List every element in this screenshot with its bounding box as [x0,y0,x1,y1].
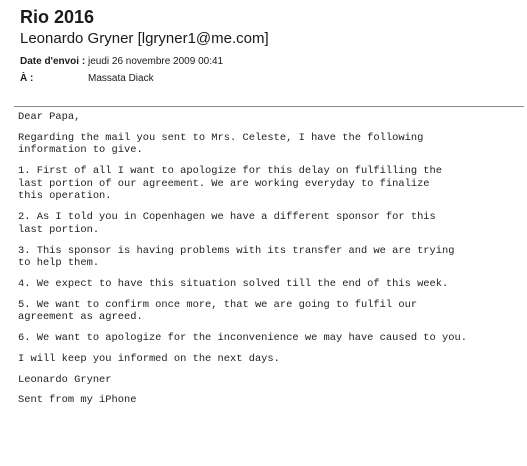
body-paragraph-1: 1. First of all I want to apologize for this delay on fulfilling the last portion of our agreement. We are working everyday to finalize this operation. [18,165,443,203]
date-label: Date d'envoi : [20,56,86,67]
email-header [20,6,520,86]
email-body [18,111,523,415]
signature-name: Leonardo Gryner [18,373,112,386]
greeting: Dear Papa, [18,111,81,123]
body-paragraph-2: 2. As I told you in Copenhagen we have a different sponsor for this last portion. [18,211,436,236]
body-paragraph-4: 4. We expect to have this situation solved till the end of this week. [18,277,449,290]
signature-device: Sent from my iPhone [18,394,137,407]
email-sender: Leonardo Gryner [lgryner1@me.com] [20,30,269,47]
body-paragraph-intro: Regarding the mail you sent to Mrs. Celeste, I have the following information to give. [18,131,424,157]
recipient-value: Massata Diack [88,73,154,84]
recipient-label: À : [20,73,34,84]
body-paragraph-6: 6. We want to apologize for the inconvenience we may have caused to you. [18,332,467,345]
recipient-row [20,72,520,86]
header-divider [14,106,524,107]
date-value: jeudi 26 novembre 2009 00:41 [88,56,224,67]
date-row [20,55,520,69]
body-paragraph-3: 3. This sponsor is having problems with its transfer and we are trying to help them. [18,244,455,270]
body-paragraph-5: 5. We want to confirm once more, that we are going to fulfil our agreement as agreed. [18,298,418,324]
closing-line: I will keep you informed on the next days. [18,352,280,365]
email-subject: Rio 2016 [20,7,95,27]
